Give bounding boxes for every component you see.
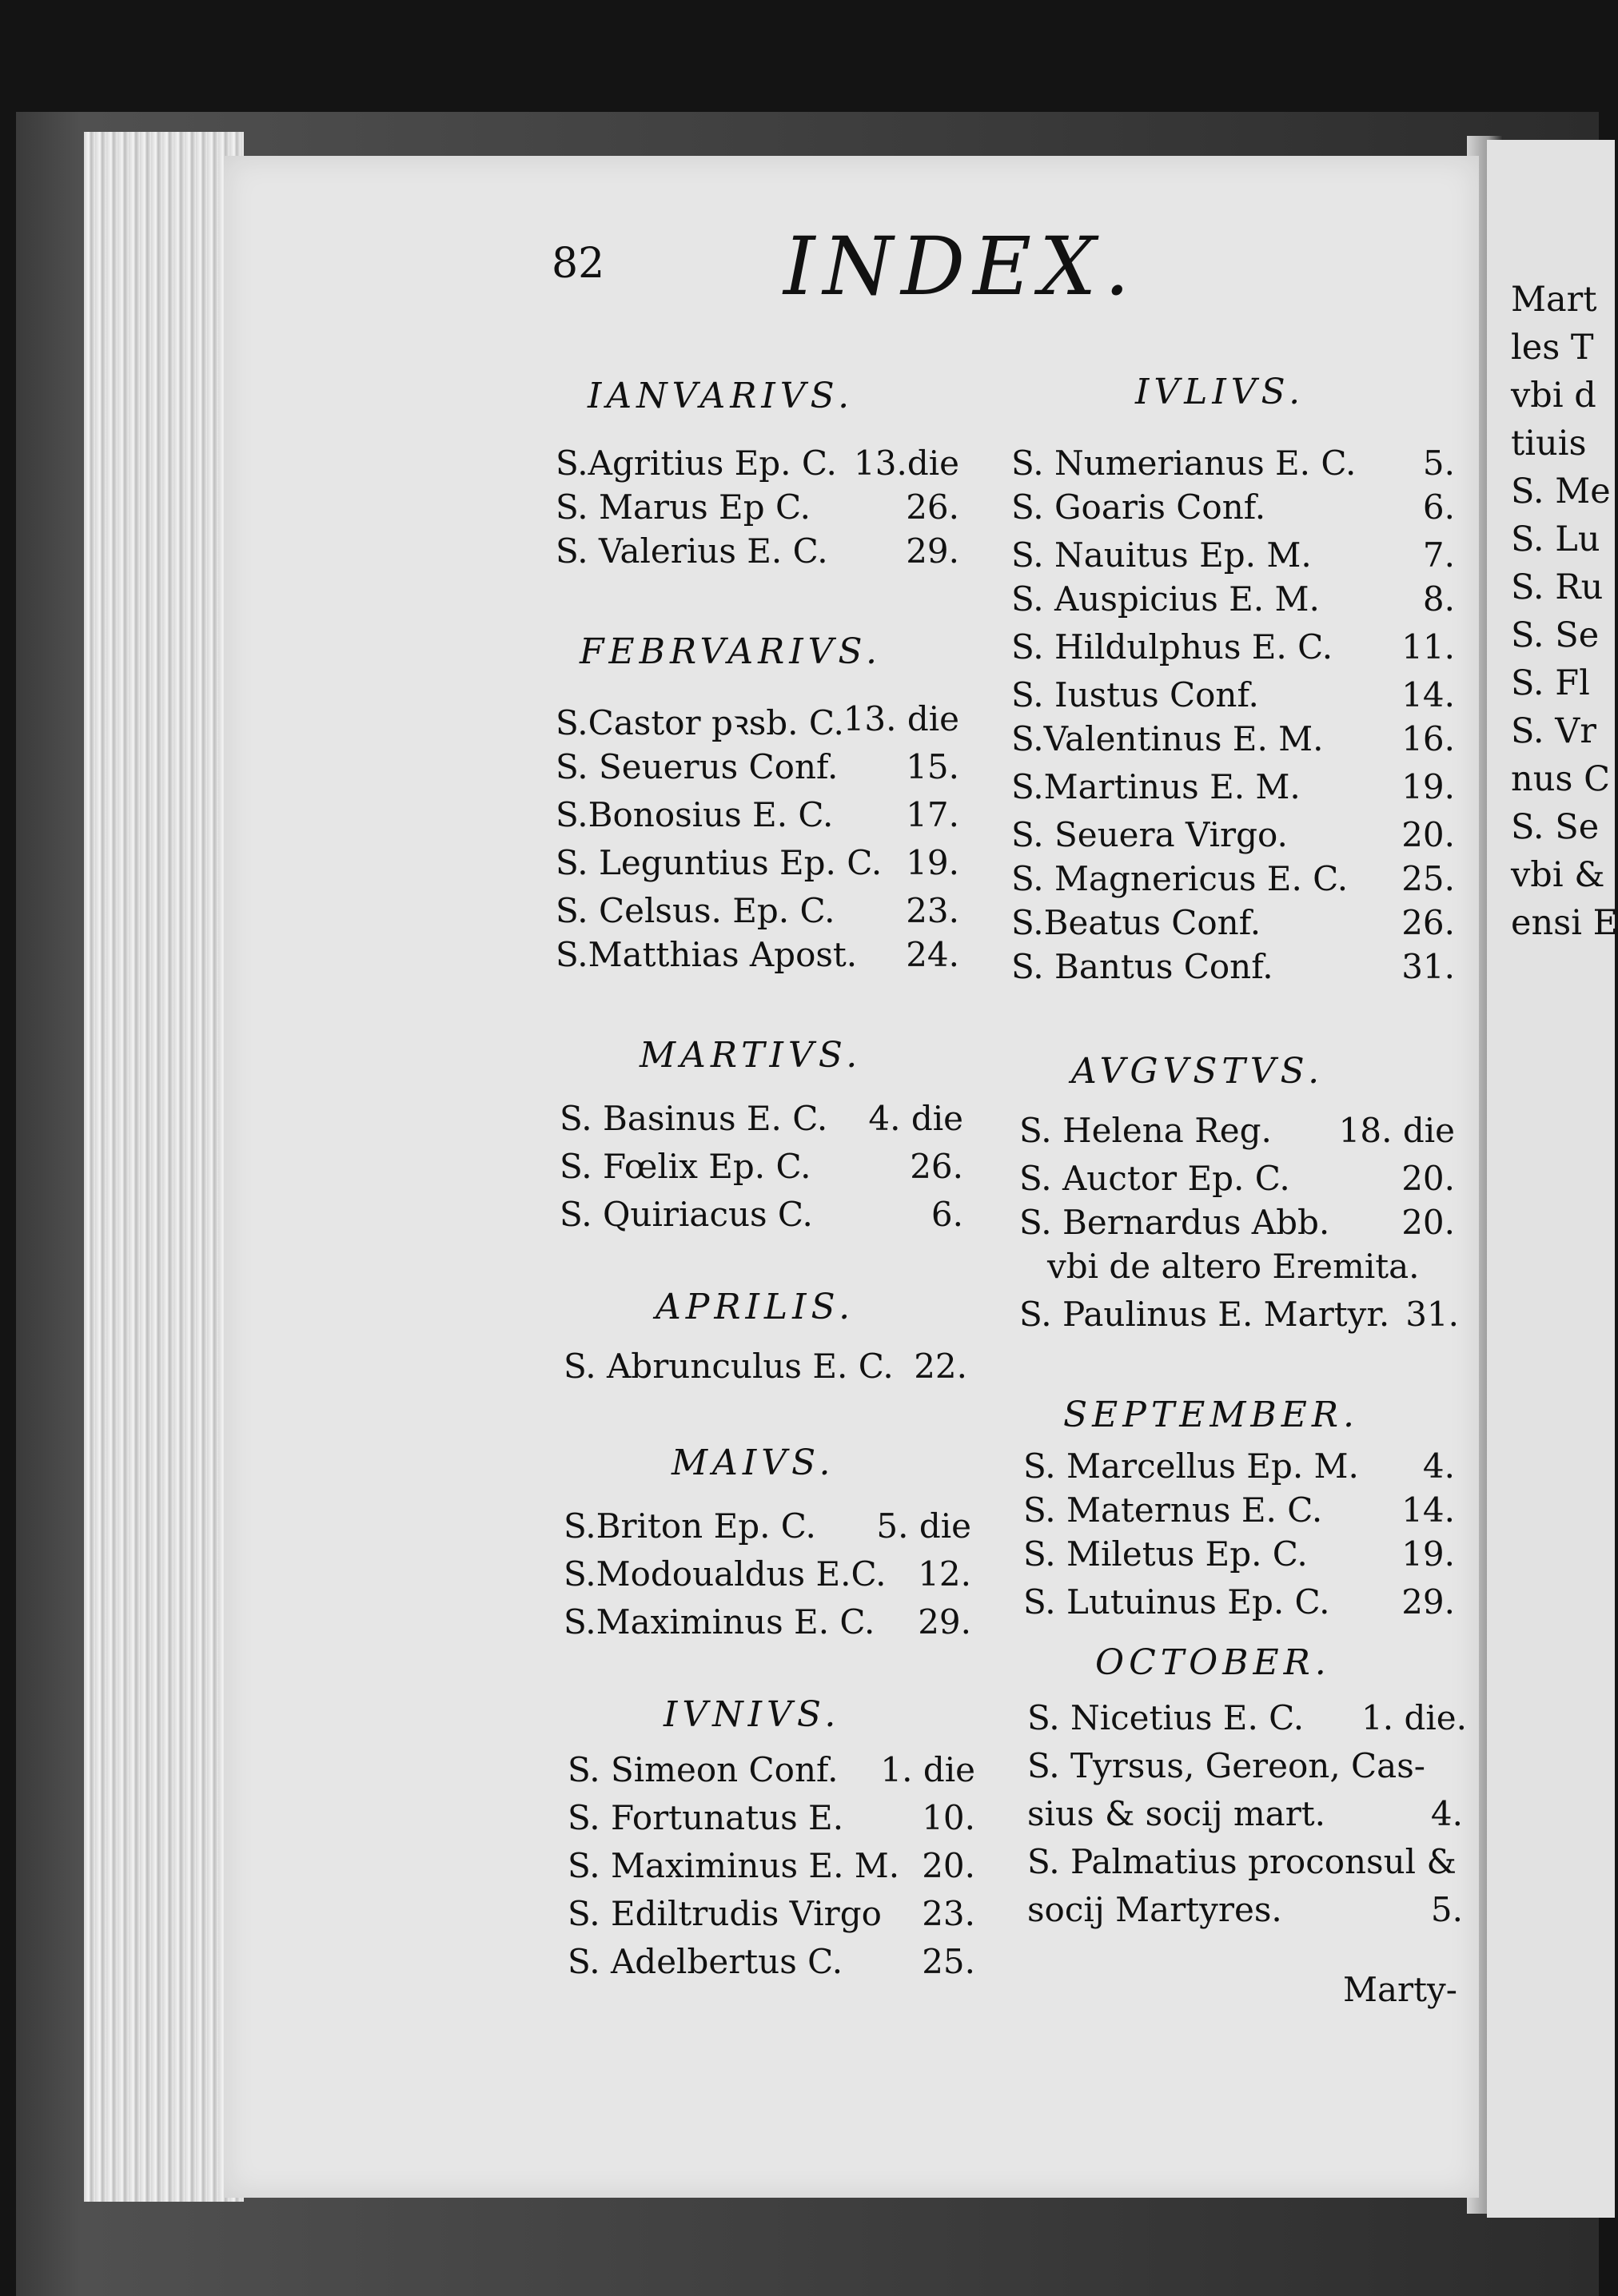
saint-name: S. Seuerus Conf.	[556, 747, 839, 786]
facing-line: nus C	[1511, 759, 1611, 799]
index-entry	[1011, 444, 1455, 483]
index-entry	[564, 1554, 971, 1594]
facing-line: ensi E	[1511, 903, 1618, 943]
index-entry	[556, 747, 959, 787]
saint-name: S. Celsus. Ep. C.	[556, 891, 835, 930]
index-entry-continuation: S. Tyrsus, Gereon, Cas-	[1027, 1746, 1425, 1785]
index-entry	[1011, 579, 1455, 619]
saint-name: S. Quiriacus C.	[560, 1195, 813, 1234]
saint-name: S.Maximinus E. C.	[564, 1602, 875, 1641]
facing-line: les T	[1511, 328, 1594, 368]
feast-day: 29.	[906, 531, 959, 571]
index-entry	[556, 487, 959, 527]
feast-day: 8.	[1422, 579, 1455, 619]
saint-name: S.Briton Ep. C.	[564, 1506, 816, 1546]
index-entry	[564, 1602, 971, 1642]
saint-name: S. Seuera Virgo.	[1011, 815, 1288, 854]
feast-day: 24.	[906, 935, 959, 974]
feast-day: 19.	[1401, 767, 1455, 806]
saint-name: S. Helena Reg.	[1019, 1111, 1272, 1150]
saint-name: S. Nicetius E. C.	[1027, 1698, 1305, 1737]
saint-name: S. Magnericus E. C.	[1011, 859, 1349, 898]
feast-day: 5.	[1422, 444, 1455, 483]
month-heading-maius: MAIVS.	[672, 1442, 835, 1483]
index-entry	[1011, 719, 1455, 759]
feast-day: 29.	[918, 1602, 971, 1641]
index-entry	[1011, 535, 1455, 575]
feast-day: 11.	[1401, 627, 1455, 667]
month-heading-aprilis: APRILIS.	[656, 1287, 855, 1327]
saint-name: S. Leguntius Ep. C.	[556, 843, 883, 882]
index-entry	[564, 1347, 967, 1387]
feast-day: 31.	[1405, 1295, 1459, 1334]
index-entry	[556, 891, 959, 931]
index-entry	[1011, 767, 1455, 807]
feast-day: 29.	[1401, 1582, 1455, 1622]
feast-day: 20.	[1401, 1203, 1455, 1242]
index-entry	[568, 1894, 975, 1934]
index-entry	[560, 1147, 963, 1187]
facing-line: S. Fl	[1511, 663, 1590, 703]
feast-day: 23.	[906, 891, 959, 930]
feast-day: 19.	[1401, 1534, 1455, 1574]
saint-name: S. Bernardus Abb.	[1019, 1203, 1330, 1242]
month-heading-augustus: AVGVSTVS.	[1071, 1051, 1325, 1092]
saint-name: sius & socij mart.	[1027, 1794, 1326, 1833]
index-entry	[556, 699, 959, 742]
index-entry	[1011, 487, 1455, 527]
catchword: Marty-	[1343, 1970, 1457, 2009]
index-entry	[568, 1750, 975, 1790]
feast-day: 6.	[931, 1195, 963, 1234]
feast-day: 7.	[1422, 535, 1455, 575]
saint-name: socij Martyres.	[1027, 1890, 1282, 1929]
index-entry	[1023, 1446, 1455, 1486]
page-number: 82	[552, 240, 605, 288]
facing-page	[1487, 140, 1618, 2218]
saint-name: S. Ediltrudis Virgo	[568, 1894, 882, 1933]
feast-day: 1. die	[880, 1750, 975, 1789]
index-entry	[560, 1195, 963, 1235]
page-title: INDEX.	[783, 220, 1138, 313]
month-heading-februarius: FEBRVARIVS.	[580, 631, 882, 672]
index-entry	[556, 935, 959, 975]
index-entry	[1027, 1698, 1467, 1738]
index-entry	[568, 1942, 975, 1982]
feast-day: 4.	[1422, 1446, 1455, 1486]
feast-day: 20.	[1401, 815, 1455, 854]
feast-day: 12.	[918, 1554, 971, 1594]
page-edges	[84, 132, 244, 2202]
saint-name: S. Nauitus Ep. M.	[1011, 535, 1312, 575]
month-heading-september: SEPTEMBER.	[1063, 1395, 1359, 1435]
feast-day: 6.	[1422, 487, 1455, 527]
saint-name: S. Iustus Conf.	[1011, 675, 1259, 714]
saint-name: S.Matthias Apost.	[556, 935, 858, 974]
saint-name: S. Simeon Conf.	[568, 1750, 839, 1789]
facing-line: vbi &	[1511, 855, 1605, 895]
feast-day: 31.	[1401, 947, 1455, 986]
saint-name: S. Maximinus E. M.	[568, 1846, 900, 1885]
feast-day: 18. die	[1338, 1111, 1455, 1150]
month-heading-iulius: IVLIVS.	[1135, 372, 1305, 412]
saint-name: S.Agritius Ep. C.	[556, 444, 837, 483]
facing-line: S. Se	[1511, 807, 1600, 847]
facing-line: S. Se	[1511, 615, 1600, 655]
index-entry	[1023, 1582, 1455, 1622]
feast-day: 4. die	[868, 1099, 963, 1138]
index-entry	[564, 1506, 971, 1546]
feast-day: 25.	[922, 1942, 975, 1981]
feast-day: 22.	[914, 1347, 967, 1386]
facing-line: S. Ru	[1511, 567, 1604, 607]
saint-name: S.Castor pꝛsb. C.	[556, 703, 844, 742]
saint-name: S. Miletus Ep. C.	[1023, 1534, 1308, 1574]
saint-name: S. Adelbertus C.	[568, 1942, 843, 1981]
index-entry	[556, 444, 959, 483]
facing-line: S. Lu	[1511, 519, 1600, 559]
feast-day: 13.die	[854, 444, 959, 483]
index-entry	[1011, 627, 1455, 667]
feast-day: 20.	[922, 1846, 975, 1885]
feast-day: 5.	[1430, 1890, 1463, 1929]
index-entry	[1019, 1203, 1455, 1243]
feast-day: 20.	[1401, 1159, 1455, 1198]
saint-name: S.Martinus E. M.	[1011, 767, 1301, 806]
facing-line: S. Me	[1511, 472, 1611, 511]
index-entry	[1019, 1159, 1455, 1199]
saint-name: S. Marcellus Ep. M.	[1023, 1446, 1359, 1486]
feast-day: 14.	[1401, 1490, 1455, 1530]
feast-day: 23.	[922, 1894, 975, 1933]
facing-line: S. Vr	[1511, 711, 1596, 751]
index-entry-continuation: vbi de altero Eremita.	[1047, 1247, 1420, 1286]
index-entry	[1011, 947, 1455, 987]
index-entry	[1011, 815, 1455, 855]
month-heading-iunius: IVNIVS.	[664, 1694, 841, 1735]
index-entry	[560, 1099, 963, 1139]
saint-name: S.Modoualdus E.C.	[564, 1554, 887, 1594]
saint-name: S. Paulinus E. Martyr.	[1019, 1295, 1390, 1334]
index-entry	[568, 1846, 975, 1886]
saint-name: S.Valentinus E. M.	[1011, 719, 1324, 758]
feast-day: 10.	[922, 1798, 975, 1837]
index-entry	[1027, 1890, 1463, 1930]
feast-day: 4.	[1430, 1794, 1463, 1833]
feast-day: 13. die	[843, 699, 959, 738]
saint-name: S. Valerius E. C.	[556, 531, 828, 571]
index-entry	[1011, 859, 1455, 899]
feast-day: 17.	[906, 795, 959, 834]
month-heading-october: OCTOBER.	[1095, 1642, 1331, 1683]
feast-day: 26.	[910, 1147, 963, 1186]
index-entry	[1019, 1295, 1459, 1335]
feast-day: 25.	[1401, 859, 1455, 898]
index-entry	[1011, 675, 1455, 715]
saint-name: S. Auctor Ep. C.	[1019, 1159, 1290, 1198]
feast-day: 15.	[906, 747, 959, 786]
feast-day: 14.	[1401, 675, 1455, 714]
saint-name: S. Auspicius E. M.	[1011, 579, 1320, 619]
saint-name: S. Hildulphus E. C.	[1011, 627, 1333, 667]
saint-name: S.Bonosius E. C.	[556, 795, 834, 834]
facing-line: vbi d	[1511, 376, 1596, 416]
saint-name: S. Fortunatus E.	[568, 1798, 844, 1837]
facing-line: Mart	[1511, 280, 1597, 320]
index-entry	[1023, 1490, 1455, 1530]
saint-name: S. Fœlix Ep. C.	[560, 1147, 811, 1186]
index-entry	[1027, 1794, 1463, 1834]
saint-name: S.Beatus Conf.	[1011, 903, 1261, 942]
index-entry-continuation: S. Palmatius proconsul &	[1027, 1842, 1457, 1881]
saint-name: S. Numerianus E. C.	[1011, 444, 1357, 483]
saint-name: S. Goaris Conf.	[1011, 487, 1266, 527]
saint-name: S. Maternus E. C.	[1023, 1490, 1323, 1530]
saint-name: S. Lutuinus Ep. C.	[1023, 1582, 1330, 1622]
index-entry	[556, 843, 959, 883]
feast-day: 26.	[906, 487, 959, 527]
saint-name: S. Basinus E. C.	[560, 1099, 828, 1138]
feast-day: 26.	[1401, 903, 1455, 942]
feast-day: 19.	[906, 843, 959, 882]
month-heading-ianuarius: IANVARIVS.	[588, 376, 855, 416]
index-entry	[1019, 1111, 1455, 1151]
saint-name: S. Bantus Conf.	[1011, 947, 1273, 986]
facing-line: tiuis	[1511, 424, 1587, 464]
index-entry	[1023, 1534, 1455, 1574]
month-heading-martius: MARTIVS.	[640, 1035, 863, 1076]
feast-day: 1. die.	[1361, 1698, 1467, 1737]
saint-name: S. Abrunculus E. C.	[564, 1347, 894, 1386]
feast-day: 16.	[1401, 719, 1455, 758]
index-entry	[556, 795, 959, 835]
index-entry	[1011, 903, 1455, 943]
index-entry	[556, 531, 959, 571]
saint-name: S. Marus Ep C.	[556, 487, 811, 527]
index-entry	[568, 1798, 975, 1838]
feast-day: 5. die	[876, 1506, 971, 1546]
